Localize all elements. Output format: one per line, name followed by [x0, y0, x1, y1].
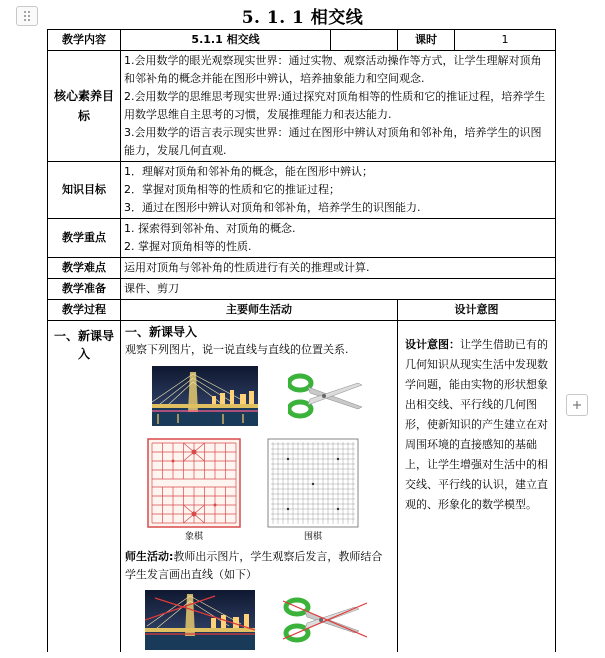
teacher-student-activity: [125, 548, 393, 584]
key-point-item: 2. 掌握对顶角相等的性质.: [124, 240, 252, 253]
intro-instruction: 观察下列图片，说一说直线与直线的位置关系.: [125, 343, 349, 356]
process-header-row: [48, 300, 556, 321]
design-intent: [398, 335, 555, 515]
knowledge-goal-item: 2．掌握对顶角相等的性质和它的推证过程；: [124, 183, 340, 196]
go-caption: 围棋: [303, 532, 322, 542]
knowledge-goals-content: [121, 162, 556, 219]
core-literacy-item: 2.会用数学的思维思考现实世界:通过探究对顶角相等的性质和它的推证过程，培养学生用数学思维自主思考的习惯，发展推理能力和表达能力.: [124, 90, 546, 121]
process-col1-header: 教学过程: [48, 300, 121, 321]
preparation-row: [48, 279, 556, 300]
preparation-label: 教学准备: [48, 279, 121, 300]
intent-text: 让学生借助已有的几何知识从现实生活中发现数学问题，能由实物的形状想象出相交线、平行线的几何图形，使新知识的产生建立在对周围环境的直接感知的基础上，让学生增强对生活中的相交线、平行线的认识，建立直观的、形象化的数学模型。: [405, 338, 548, 511]
intro-stage-label: 一、新课导入: [48, 321, 121, 653]
go-board-figure: [267, 438, 359, 546]
design-intent-cell: [398, 321, 556, 653]
bridge-night-image: [152, 366, 258, 426]
period-label: 课时: [398, 30, 455, 51]
chinese-chess-figure: [147, 438, 241, 546]
bridge-lines-image: [145, 590, 255, 650]
key-points-row: [48, 219, 556, 258]
key-points-content: [121, 219, 556, 258]
difficulties-text: 运用对顶角与邻补角的性质进行有关的推理或计算.: [121, 258, 556, 279]
core-literacy-item: 1.会用数学的眼光观察现实世界：通过实物、观察活动操作等方式，让学生理解对顶角和邻补角的概念并能在图形中辨认，培养抽象能力和空间观念.: [124, 54, 542, 85]
chess-caption: 象棋: [184, 532, 203, 542]
scissors-lines-image: [283, 595, 367, 645]
preparation-text: 课件、剪刀: [121, 279, 556, 300]
content-label: 教学内容: [48, 30, 121, 51]
content-value: 5.1.1 相交线: [121, 30, 331, 51]
process-col2-header: 主要师生活动: [121, 300, 398, 321]
activity-label: 师生活动:: [125, 550, 174, 563]
scissors-image: [288, 371, 364, 421]
core-literacy-row: [48, 51, 556, 162]
page-title: 5. 1. 1 相交线: [241, 8, 364, 28]
header-spacer: [331, 30, 398, 51]
intro-heading: 一、新课导入: [125, 325, 198, 339]
core-literacy-content: [121, 51, 556, 162]
intro-activity-cell: [121, 321, 398, 653]
core-literacy-label: 核心素养目标: [48, 51, 121, 162]
difficulties-label: 教学难点: [48, 258, 121, 279]
go-board: [267, 438, 359, 528]
lesson-plan-table: [47, 29, 556, 652]
period-value: 1: [455, 30, 556, 51]
knowledge-goals-row: [48, 162, 556, 219]
knowledge-goals-label: 知识目标: [48, 162, 121, 219]
process-col3-header: 设计意图: [398, 300, 556, 321]
key-point-item: 1. 探索得到邻补角、对顶角的概念.: [124, 222, 296, 235]
key-points-label: 教学重点: [48, 219, 121, 258]
chinese-chess-board: [147, 438, 241, 528]
add-block-icon[interactable]: [566, 394, 588, 416]
intent-label: 设计意图：: [405, 338, 460, 351]
core-literacy-item: 3.会用数学的语言表示现实世界：通过在图形中辨认对顶角和邻补角，培养学生的识图能力，发展几何直观.: [124, 126, 542, 157]
difficulties-row: [48, 258, 556, 279]
knowledge-goal-item: 3．通过在图形中辨认对顶角和邻补角，培养学生的识图能力.: [124, 201, 421, 214]
intro-row: [48, 321, 556, 653]
knowledge-goal-item: 1．理解对顶角和邻补角的概念，能在图形中辨认；: [124, 165, 373, 178]
header-row: [48, 30, 556, 51]
activity-text: 教师出示图片，学生观察后发言，教师结合学生发言画出直线（如下）: [125, 550, 383, 581]
